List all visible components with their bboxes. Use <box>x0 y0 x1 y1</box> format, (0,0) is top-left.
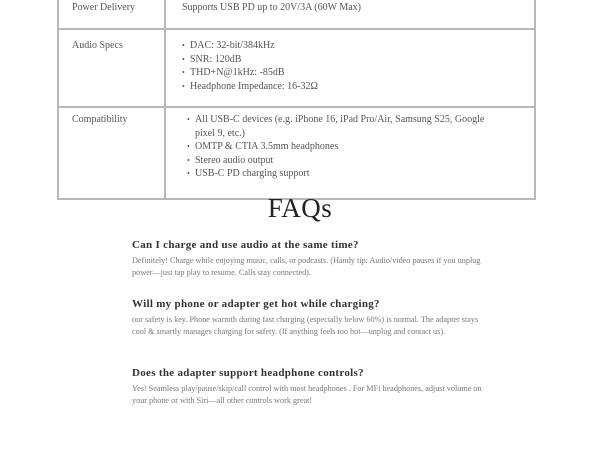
faq-item <box>132 298 492 337</box>
spec-label: Power Delivery <box>58 0 165 29</box>
spec-row-power-delivery <box>58 0 535 29</box>
spec-bullet: • THD+N@1kHz: -85dB <box>182 66 534 80</box>
faq-answer: Yes! Seamless play/pause/skip/call control with most headphones . For MFi headphones, adjust volume on your phone or with Siri—all other controls work great! <box>132 384 482 405</box>
spec-value <box>165 29 535 107</box>
spec-bullet: • USB-C PD charging support <box>187 167 487 181</box>
spec-label: Compatibility <box>58 107 165 199</box>
spec-bullet: • Stereo audio output <box>187 154 487 168</box>
faq-question: Does the adapter support headphone controls? <box>132 367 364 379</box>
spec-value: Supports USB PD up to 20V/3A (60W Max) <box>165 0 535 29</box>
spec-bullet: • OMTP & CTIA 3.5mm headphones <box>187 140 487 154</box>
spec-bullet: • Headphone Impedance: 16-32Ω <box>182 80 534 94</box>
spec-bullet: • DAC: 32-bit/384kHz <box>182 39 534 53</box>
spec-bullet-list <box>187 113 487 181</box>
faq-question: Will my phone or adapter get hot while charging? <box>132 298 380 310</box>
faq-heading: FAQs <box>267 193 333 223</box>
faq-item <box>132 239 492 278</box>
spec-table <box>57 0 536 200</box>
spec-row-compatibility <box>58 107 535 199</box>
faq-question: Can I charge and use audio at the same time? <box>132 239 359 251</box>
faq-answer: Definitely! Charge while enjoying music, calls, or podcasts. (Handy tip: Audio/video pauses if you unplug power—just tap play to resume. Calls stay connected). <box>132 256 481 277</box>
faq-item <box>132 367 492 406</box>
spec-bullet: • All USB-C devices (e.g. iPhone 16, iPad Pro/Air, Samsung S25, Google pixel 9, etc.) <box>187 113 487 140</box>
faq-answer: our safety is key. Phone warmth during fast charging (especially below 60%) is normal. The adapter stays cool & smartly manages charging for safety. (If anything feels too hot—unplug and contact us). <box>132 315 479 336</box>
spec-label: Audio Specs <box>58 29 165 107</box>
spec-value <box>165 107 535 199</box>
spec-bullet-list <box>182 39 534 93</box>
spec-bullet: • SNR: 120dB <box>182 53 534 67</box>
spec-row-audio-specs <box>58 29 535 107</box>
